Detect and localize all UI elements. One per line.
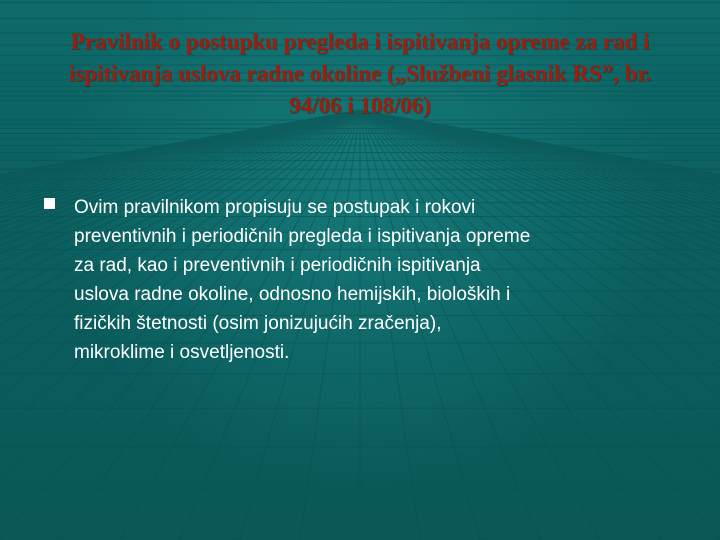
title-line: ispitivanja uslova radne okoline („Službeni glasnik RS”, br. [68, 61, 652, 86]
square-bullet-icon [44, 198, 55, 209]
bullet-line: mikroklime i osvetljenosti. [74, 342, 290, 363]
title-line: 94/06 i 108/06) [289, 93, 431, 118]
bullet-text [74, 193, 674, 367]
bullet-line: za rad, kao i preventivnih i periodičnih ispitivanja [74, 255, 481, 276]
bullet-line: fizičkih štetnosti (osim jonizujućih zračenja), [74, 313, 442, 334]
slide-title [0, 26, 720, 122]
title-line: Pravilnik o postupku pregleda i ispitivanja opreme za rad i [70, 29, 650, 54]
bullet-line: Ovim pravilnikom propisuju se postupak i rokovi [74, 197, 476, 218]
bullet-line: uslova radne okoline, odnosno hemijskih, bioloških i [74, 284, 511, 305]
bullet-line: preventivnih i periodičnih pregleda i ispitivanja opreme [74, 226, 531, 247]
